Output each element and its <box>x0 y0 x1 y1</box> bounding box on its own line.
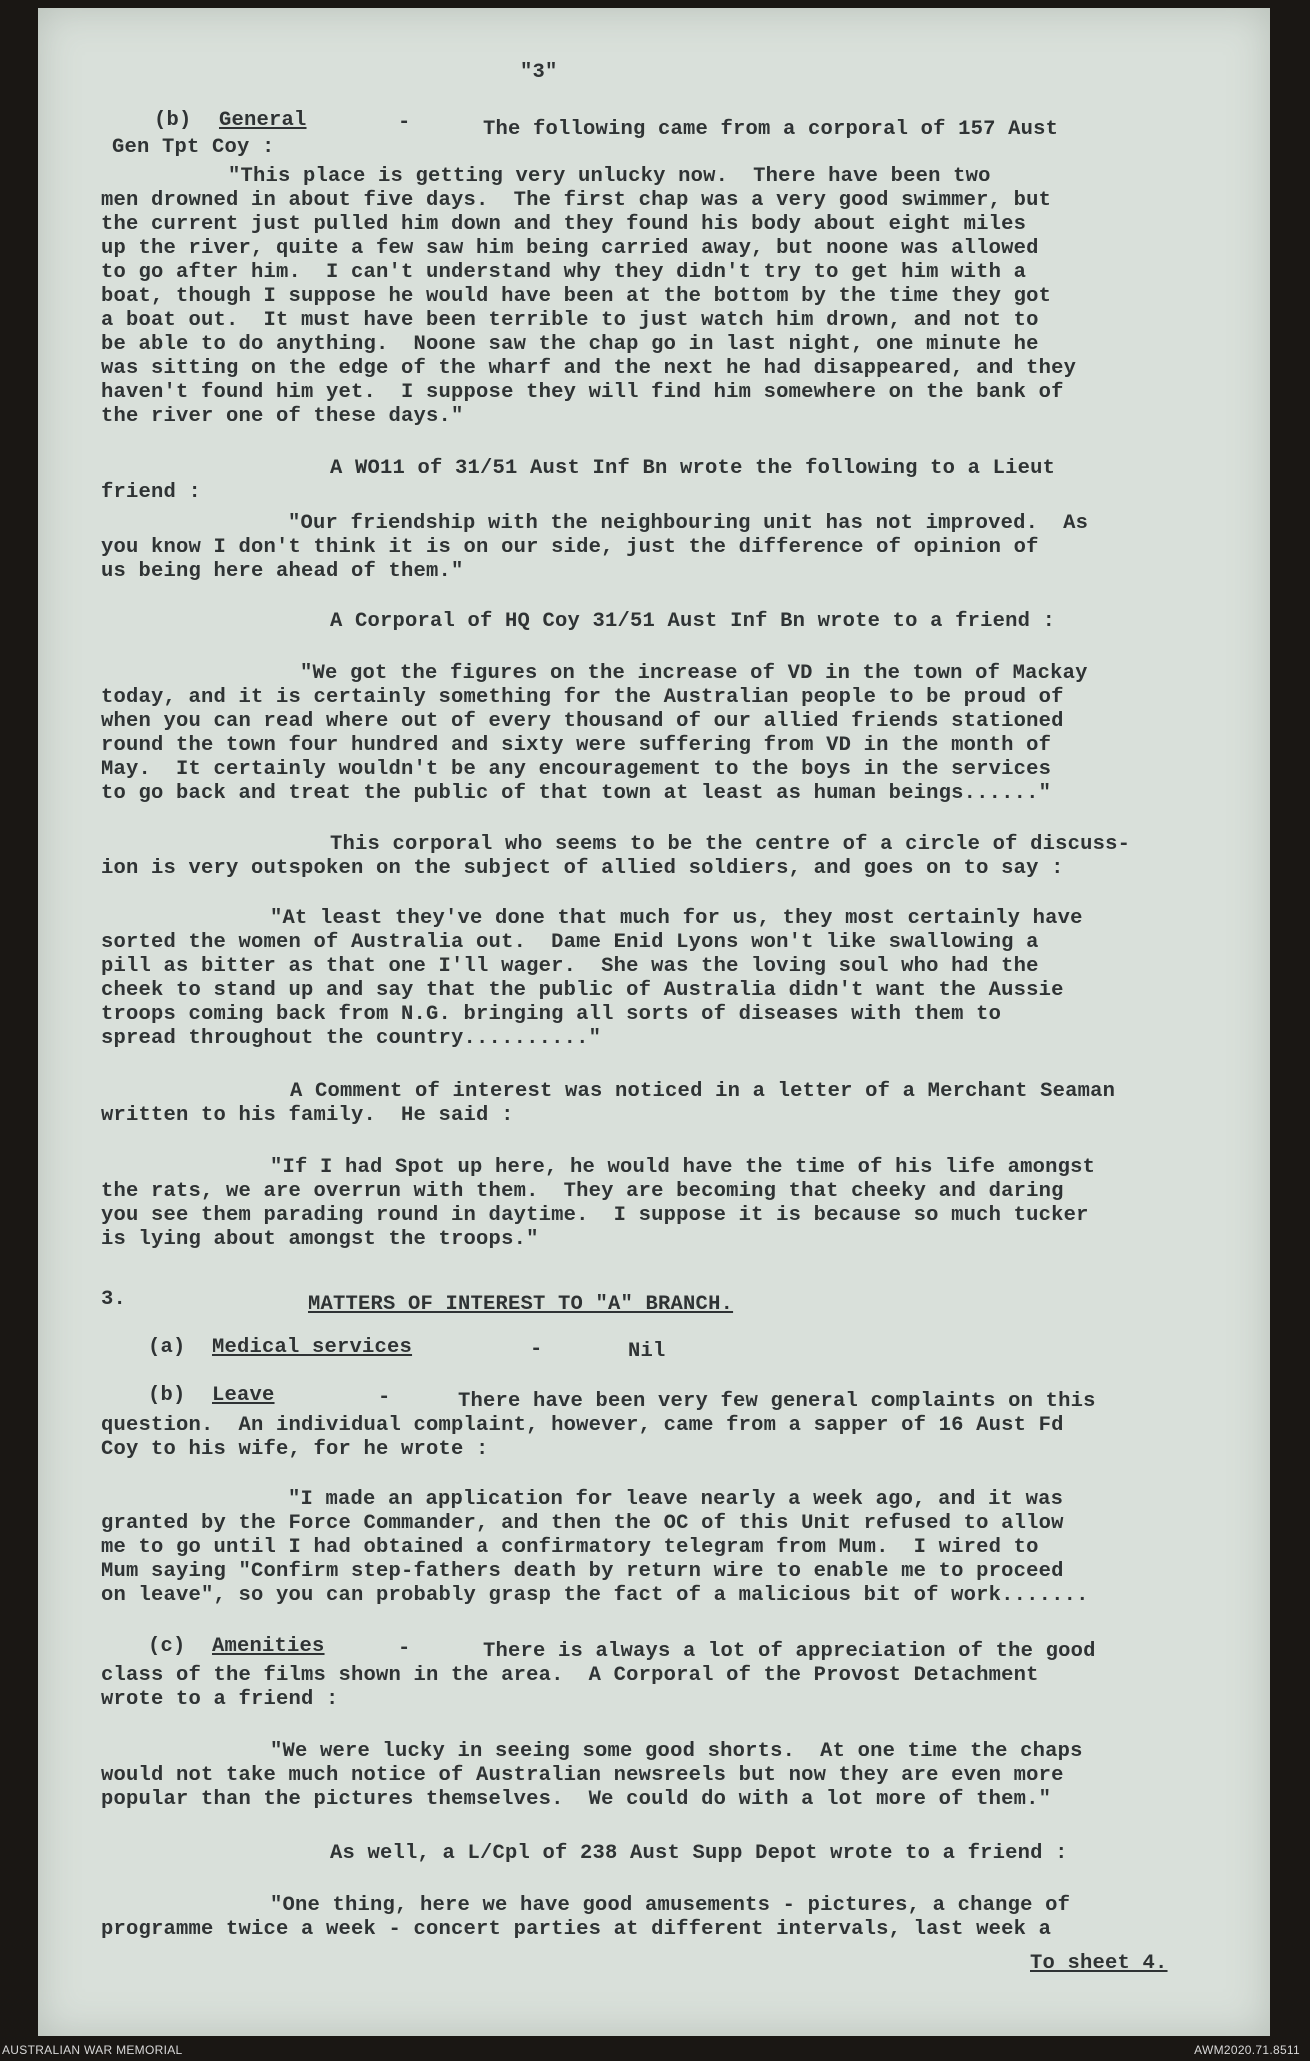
page-number: "3" <box>520 61 558 84</box>
section-heading: General <box>219 109 307 132</box>
text-line: troops coming back from N.G. bringing all sorts of diseases with them to <box>101 1003 1002 1026</box>
section-value: Nil <box>628 1340 666 1363</box>
section-label: (b) <box>154 109 192 132</box>
text-line: The following came from a corporal of 157 Aust <box>483 118 1059 141</box>
text-line: wrote to a friend : <box>101 1688 339 1711</box>
text-line: friend : <box>101 481 202 504</box>
text-line: on leave", so you can probably grasp the fact of a malicious bit of work....... <box>101 1584 1089 1607</box>
text-line: programme twice a week - concert parties at different intervals, last week a <box>101 1918 1052 1941</box>
text-line: the river one of these days." <box>101 405 464 428</box>
text-line: As well, a L/Cpl of 238 Aust Supp Depot wrote to a friend : <box>330 1842 1068 1865</box>
text-line: "We were lucky in seeing some good shorts. At one time the chaps <box>270 1740 1083 1763</box>
text-line: question. An individual complaint, however, came from a sapper of 16 Aust Fd <box>101 1414 1064 1437</box>
text-line: "We got the figures on the increase of VD in the town of Mackay <box>300 662 1088 685</box>
text-line: be able to do anything. Noone saw the chap go in last night, one minute he <box>101 333 1039 356</box>
text-line: sorted the women of Australia out. Dame Enid Lyons won't like swallowing a <box>101 931 1039 954</box>
text-line: There have been very few general complaints on this <box>458 1390 1096 1413</box>
text-line: you know I don't think it is on our side, just the difference of opinion of <box>101 536 1039 559</box>
section-dash: - <box>398 1637 411 1660</box>
text-line: us being here ahead of them." <box>101 560 464 583</box>
section-label: (b) <box>148 1384 186 1407</box>
text-line: a boat out. It must have been terrible to just watch him drown, and not to <box>101 309 1039 332</box>
text-line: cheek to stand up and say that the public of Australia didn't want the Aussie <box>101 979 1064 1002</box>
text-line: "Our friendship with the neighbouring unit has not improved. As <box>288 512 1089 535</box>
text-line: Coy to his wife, for he wrote : <box>101 1438 489 1461</box>
section-label: (c) <box>148 1635 186 1658</box>
text-line: round the town four hundred and sixty were suffering from VD in the month of <box>101 734 1052 757</box>
text-line: would not take much notice of Australian newsreels but now they are even more <box>101 1764 1064 1787</box>
section-label: (a) <box>148 1336 186 1359</box>
text-line: A Corporal of HQ Coy 31/51 Aust Inf Bn wrote to a friend : <box>330 610 1056 633</box>
document-page <box>38 8 1270 2036</box>
section-heading: Leave <box>212 1384 275 1407</box>
text-line: "One thing, here we have good amusements - pictures, a change of <box>270 1894 1071 1917</box>
footer-left: AUSTRALIAN WAR MEMORIAL <box>2 2043 183 2057</box>
section-heading: Amenities <box>212 1635 325 1658</box>
text-line: granted by the Force Commander, and then the OC of this Unit refused to allow <box>101 1512 1064 1535</box>
continuation-note: To sheet 4. <box>1030 1952 1168 1975</box>
text-line: Mum saying "Confirm step-fathers death by return wire to enable me to proceed <box>101 1560 1064 1583</box>
text-line: "I made an application for leave nearly a week ago, and it was <box>288 1488 1064 1511</box>
text-line: This corporal who seems to be the centre of a circle of discuss- <box>330 833 1131 856</box>
text-line: There is always a lot of appreciation of the good <box>483 1640 1096 1663</box>
text-line: to go back and treat the public of that town at least as human beings......" <box>101 782 1052 805</box>
footer-right: AWM2020.71.8511 <box>1194 2043 1300 2057</box>
text-line: "This place is getting very unlucky now. There have been two <box>228 165 991 188</box>
section-heading: MATTERS OF INTEREST TO "A" BRANCH. <box>308 1293 734 1316</box>
text-line: ion is very outspoken on the subject of allied soldiers, and goes on to say : <box>101 857 1064 880</box>
text-line: today, and it is certainly something for the Australian people to be proud of <box>101 686 1064 709</box>
section-dash: - <box>530 1338 543 1361</box>
text-line: up the river, quite a few saw him being carried away, but noone was allowed <box>101 237 1039 260</box>
text-line: haven't found him yet. I suppose they will find him somewhere on the bank of <box>101 381 1064 404</box>
text-line: "If I had Spot up here, he would have the time of his life amongst <box>270 1156 1096 1179</box>
section-dash: - <box>398 111 411 134</box>
text-line: men drowned in about five days. The first chap was a very good swimmer, but <box>101 189 1052 212</box>
text-line: spread throughout the country.........." <box>101 1027 602 1050</box>
text-line: the rats, we are overrun with them. They are becoming that cheeky and daring <box>101 1180 1064 1203</box>
section-dash: - <box>378 1386 391 1409</box>
text-line: written to his family. He said : <box>101 1104 514 1127</box>
text-line: "At least they've done that much for us, they most certainly have <box>270 907 1083 930</box>
section-number: 3. <box>101 1288 127 1311</box>
text-line: May. It certainly wouldn't be any encouragement to the boys in the services <box>101 758 1052 781</box>
text-line: A Comment of interest was noticed in a letter of a Merchant Seaman <box>290 1080 1116 1103</box>
text-line: popular than the pictures themselves. We could do with a lot more of them." <box>101 1788 1052 1811</box>
text-line: pill as bitter as that one I'll wager. She was the loving soul who had the <box>101 955 1039 978</box>
text-line: was sitting on the edge of the wharf and the next he had disappeared, and they <box>101 357 1077 380</box>
text-line: to go after him. I can't understand why they didn't try to get him with a <box>101 261 1027 284</box>
text-line: the current just pulled him down and they found his body about eight miles <box>101 213 1027 236</box>
text-line: A WO11 of 31/51 Aust Inf Bn wrote the following to a Lieut <box>330 457 1056 480</box>
text-line: is lying about amongst the troops." <box>101 1228 539 1251</box>
text-line: class of the films shown in the area. A Corporal of the Provost Detachment <box>101 1664 1039 1687</box>
section-heading: Medical services <box>212 1336 413 1359</box>
text-line: you see them parading round in daytime. I suppose it is because so much tucker <box>101 1204 1089 1227</box>
text-line: boat, though I suppose he would have been at the bottom by the time they got <box>101 285 1052 308</box>
text-line: Gen Tpt Coy : <box>112 136 275 159</box>
text-line: when you can read where out of every thousand of our allied friends stationed <box>101 710 1064 733</box>
text-line: me to go until I had obtained a confirmatory telegram from Mum. I wired to <box>101 1536 1039 1559</box>
